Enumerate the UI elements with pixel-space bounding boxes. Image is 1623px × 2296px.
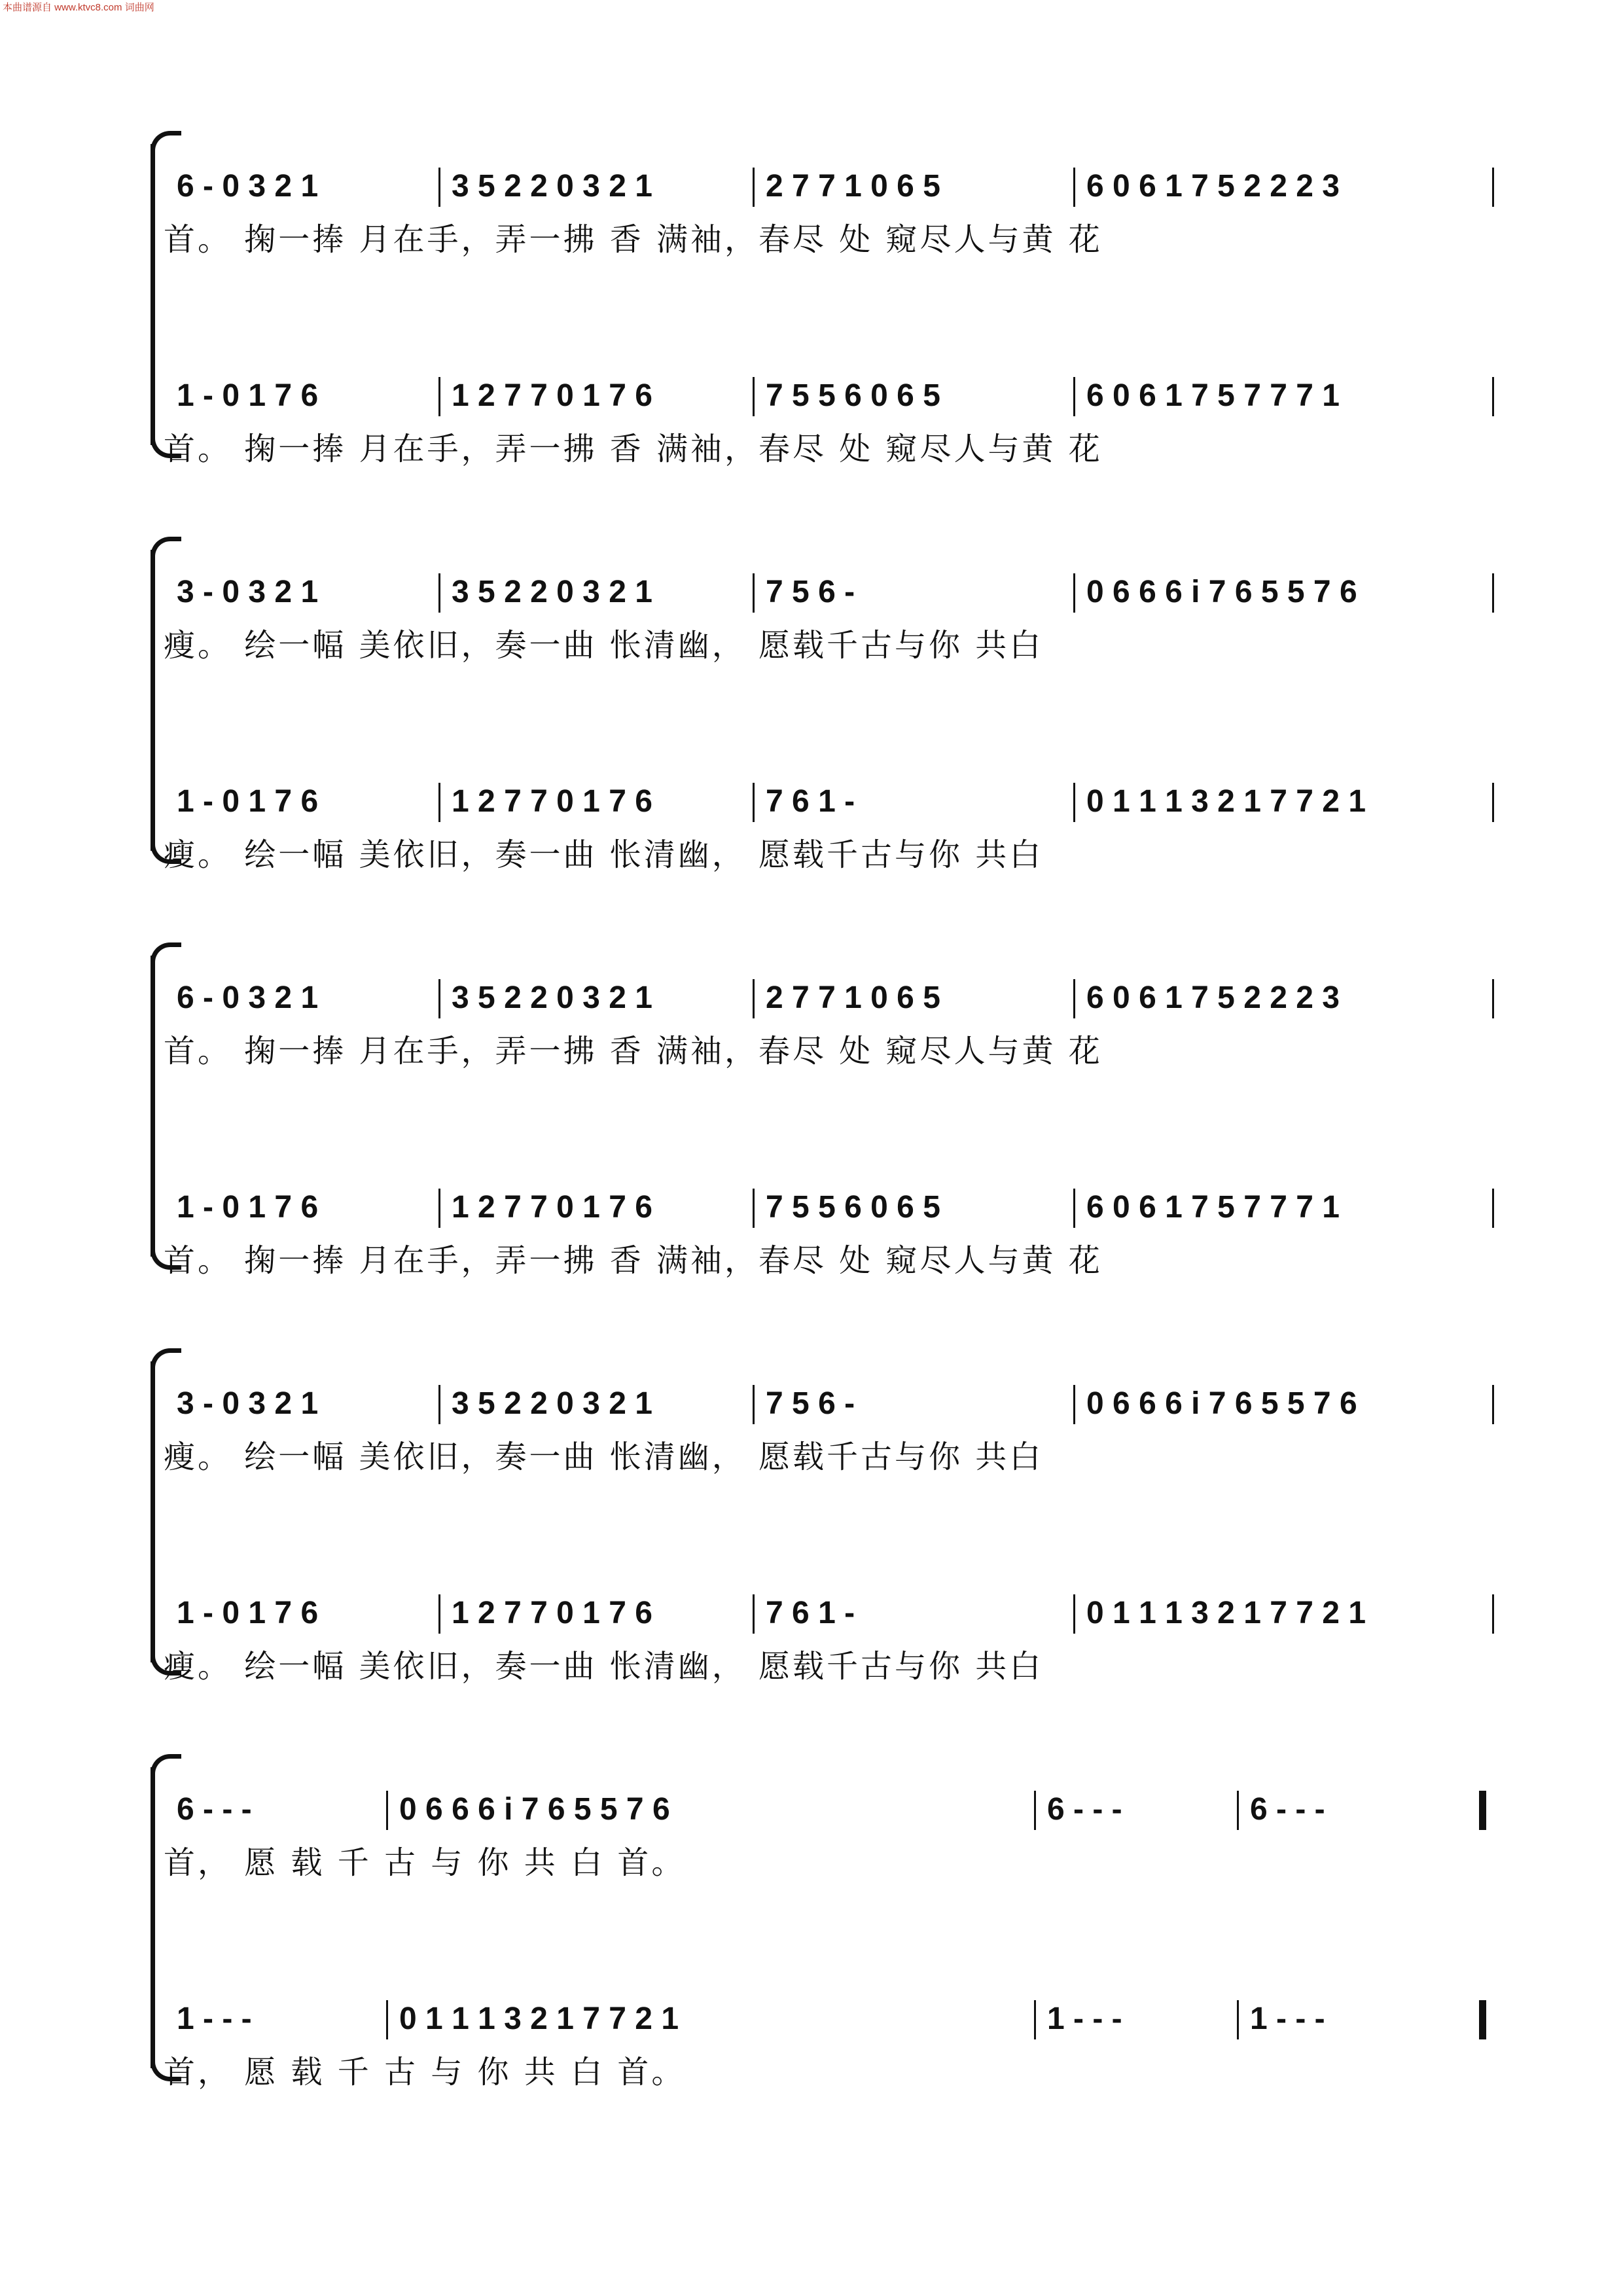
measure: 0 1 1 1 3 2 1 7 7 2 1	[399, 2001, 679, 2036]
measure: 1 2 7 7 0 1 7 6	[452, 378, 652, 413]
barline	[1034, 1791, 1036, 1830]
score-system	[151, 144, 1492, 467]
lyrics-row: 首。 掬一捧 月在手，弄一拂 香 满袖，春尽 处 窥尽人与黄 花	[164, 1033, 1103, 1069]
measure: 6 - 0 3 2 1	[177, 980, 319, 1015]
measure: 1 2 7 7 0 1 7 6	[452, 1596, 652, 1630]
barline	[1073, 1385, 1075, 1424]
barline	[1073, 168, 1075, 207]
measure: 2 7 7 1 0 6 5	[766, 980, 940, 1015]
barline	[1492, 573, 1494, 613]
measure: 0 6 6 6 i 7 6 5 5 7 6	[1086, 575, 1357, 609]
notes-row	[177, 1185, 1492, 1230]
barline	[1492, 1594, 1494, 1634]
barline	[438, 1189, 440, 1228]
measure: 0 6 6 6 i 7 6 5 5 7 6	[399, 1792, 670, 1827]
measure: 1 2 7 7 0 1 7 6	[452, 784, 652, 819]
barline	[753, 979, 755, 1018]
barline	[753, 1189, 755, 1228]
lyrics-row: 瘦。 绘一幅 美依旧，奏一曲 怅清幽， 愿载千古与你 共白	[164, 1439, 1044, 1475]
measure: 6 0 6 1 7 5 7 7 7 1	[1086, 1190, 1340, 1225]
measure: 7 5 5 6 0 6 5	[766, 1190, 940, 1225]
notes-row	[177, 1996, 1492, 2042]
measure: 6 - - -	[1250, 1792, 1325, 1827]
notes-row	[177, 569, 1492, 615]
measure: 0 1 1 1 3 2 1 7 7 2 1	[1086, 1596, 1366, 1630]
staff-lower	[151, 1996, 1492, 2090]
score-system	[151, 550, 1492, 873]
barline	[438, 377, 440, 416]
score-system	[151, 1767, 1492, 2090]
lyrics-row: 首， 愿 载 千 古 与 你 共 白 首。	[164, 2054, 686, 2090]
lyrics-row: 首。 掬一捧 月在手，弄一拂 香 满袖，春尽 处 窥尽人与黄 花	[164, 431, 1103, 467]
measure: 6 - - -	[177, 1792, 252, 1827]
lyrics-row: 首。 掬一捧 月在手，弄一拂 香 满袖，春尽 处 窥尽人与黄 花	[164, 1242, 1103, 1279]
barline	[438, 573, 440, 613]
barline	[1492, 979, 1494, 1018]
barline	[1073, 573, 1075, 613]
barline	[753, 1385, 755, 1424]
barline	[386, 1791, 388, 1830]
notes-row	[177, 779, 1492, 825]
measure: 1 - - -	[1047, 2001, 1122, 2036]
barline	[1073, 1189, 1075, 1228]
staff-upper	[151, 1787, 1492, 1881]
source-note: 本曲谱源自 www.ktvc8.com 词曲网	[3, 2, 154, 13]
measure: 7 5 6 -	[766, 575, 855, 609]
measure: 6 - 0 3 2 1	[177, 169, 319, 204]
final-barline	[1479, 2000, 1486, 2039]
barline	[1237, 2000, 1239, 2039]
measure: 1 - - -	[177, 2001, 252, 2036]
measure: 3 - 0 3 2 1	[177, 575, 319, 609]
measure: 7 6 1 -	[766, 1596, 855, 1630]
measure: 1 - - -	[1250, 2001, 1325, 2036]
barline	[1492, 1385, 1494, 1424]
measure: 6 - - -	[1047, 1792, 1122, 1827]
staff-upper	[151, 1381, 1492, 1475]
measure: 0 1 1 1 3 2 1 7 7 2 1	[1086, 784, 1366, 819]
notes-row	[177, 1787, 1492, 1833]
barline	[1073, 377, 1075, 416]
barline	[753, 1594, 755, 1634]
staff-lower	[151, 1185, 1492, 1279]
measure: 6 0 6 1 7 5 7 7 7 1	[1086, 378, 1340, 413]
barline	[438, 168, 440, 207]
barline	[1492, 168, 1494, 207]
score-system	[151, 956, 1492, 1279]
measure: 3 5 2 2 0 3 2 1	[452, 1386, 652, 1421]
barline	[1073, 979, 1075, 1018]
measure: 0 6 6 6 i 7 6 5 5 7 6	[1086, 1386, 1357, 1421]
notes-row	[177, 1590, 1492, 1636]
staff-upper	[151, 164, 1492, 258]
lyrics-row: 首。 掬一捧 月在手，弄一拂 香 满袖，春尽 处 窥尽人与黄 花	[164, 221, 1103, 258]
lyrics-row: 首， 愿 载 千 古 与 你 共 白 首。	[164, 1844, 686, 1881]
barline	[1492, 377, 1494, 416]
barline	[1492, 783, 1494, 822]
measure: 7 5 6 -	[766, 1386, 855, 1421]
lyrics-row: 瘦。 绘一幅 美依旧，奏一曲 怅清幽， 愿载千古与你 共白	[164, 627, 1044, 664]
measure: 6 0 6 1 7 5 2 2 2 3	[1086, 980, 1340, 1015]
final-barline	[1479, 1791, 1486, 1830]
barline	[1073, 1594, 1075, 1634]
notes-row	[177, 975, 1492, 1021]
staff-lower	[151, 1590, 1492, 1685]
measure: 1 - 0 1 7 6	[177, 378, 319, 413]
barline	[1492, 1189, 1494, 1228]
barline	[438, 979, 440, 1018]
barline	[753, 377, 755, 416]
measure: 3 5 2 2 0 3 2 1	[452, 169, 652, 204]
staff-upper	[151, 569, 1492, 664]
measure: 7 5 5 6 0 6 5	[766, 378, 940, 413]
score-system	[151, 1361, 1492, 1685]
barline	[386, 2000, 388, 2039]
staff-lower	[151, 373, 1492, 467]
barline	[753, 168, 755, 207]
barline	[438, 1594, 440, 1634]
measure: 3 5 2 2 0 3 2 1	[452, 575, 652, 609]
barline	[753, 573, 755, 613]
measure: 1 - 0 1 7 6	[177, 1190, 319, 1225]
notes-row	[177, 373, 1492, 419]
measure: 3 - 0 3 2 1	[177, 1386, 319, 1421]
staff-upper	[151, 975, 1492, 1069]
barline	[1073, 783, 1075, 822]
barline	[753, 783, 755, 822]
measure: 1 - 0 1 7 6	[177, 784, 319, 819]
notes-row	[177, 1381, 1492, 1427]
barline	[438, 783, 440, 822]
staff-lower	[151, 779, 1492, 873]
measure: 7 6 1 -	[766, 784, 855, 819]
barline	[1034, 2000, 1036, 2039]
barline	[1237, 1791, 1239, 1830]
measure: 1 2 7 7 0 1 7 6	[452, 1190, 652, 1225]
barline	[438, 1385, 440, 1424]
notes-row	[177, 164, 1492, 209]
lyrics-row: 瘦。 绘一幅 美依旧，奏一曲 怅清幽， 愿载千古与你 共白	[164, 1648, 1044, 1685]
lyrics-row: 瘦。 绘一幅 美依旧，奏一曲 怅清幽， 愿载千古与你 共白	[164, 836, 1044, 873]
measure: 6 0 6 1 7 5 2 2 2 3	[1086, 169, 1340, 204]
measure: 3 5 2 2 0 3 2 1	[452, 980, 652, 1015]
measure: 2 7 7 1 0 6 5	[766, 169, 940, 204]
measure: 1 - 0 1 7 6	[177, 1596, 319, 1630]
